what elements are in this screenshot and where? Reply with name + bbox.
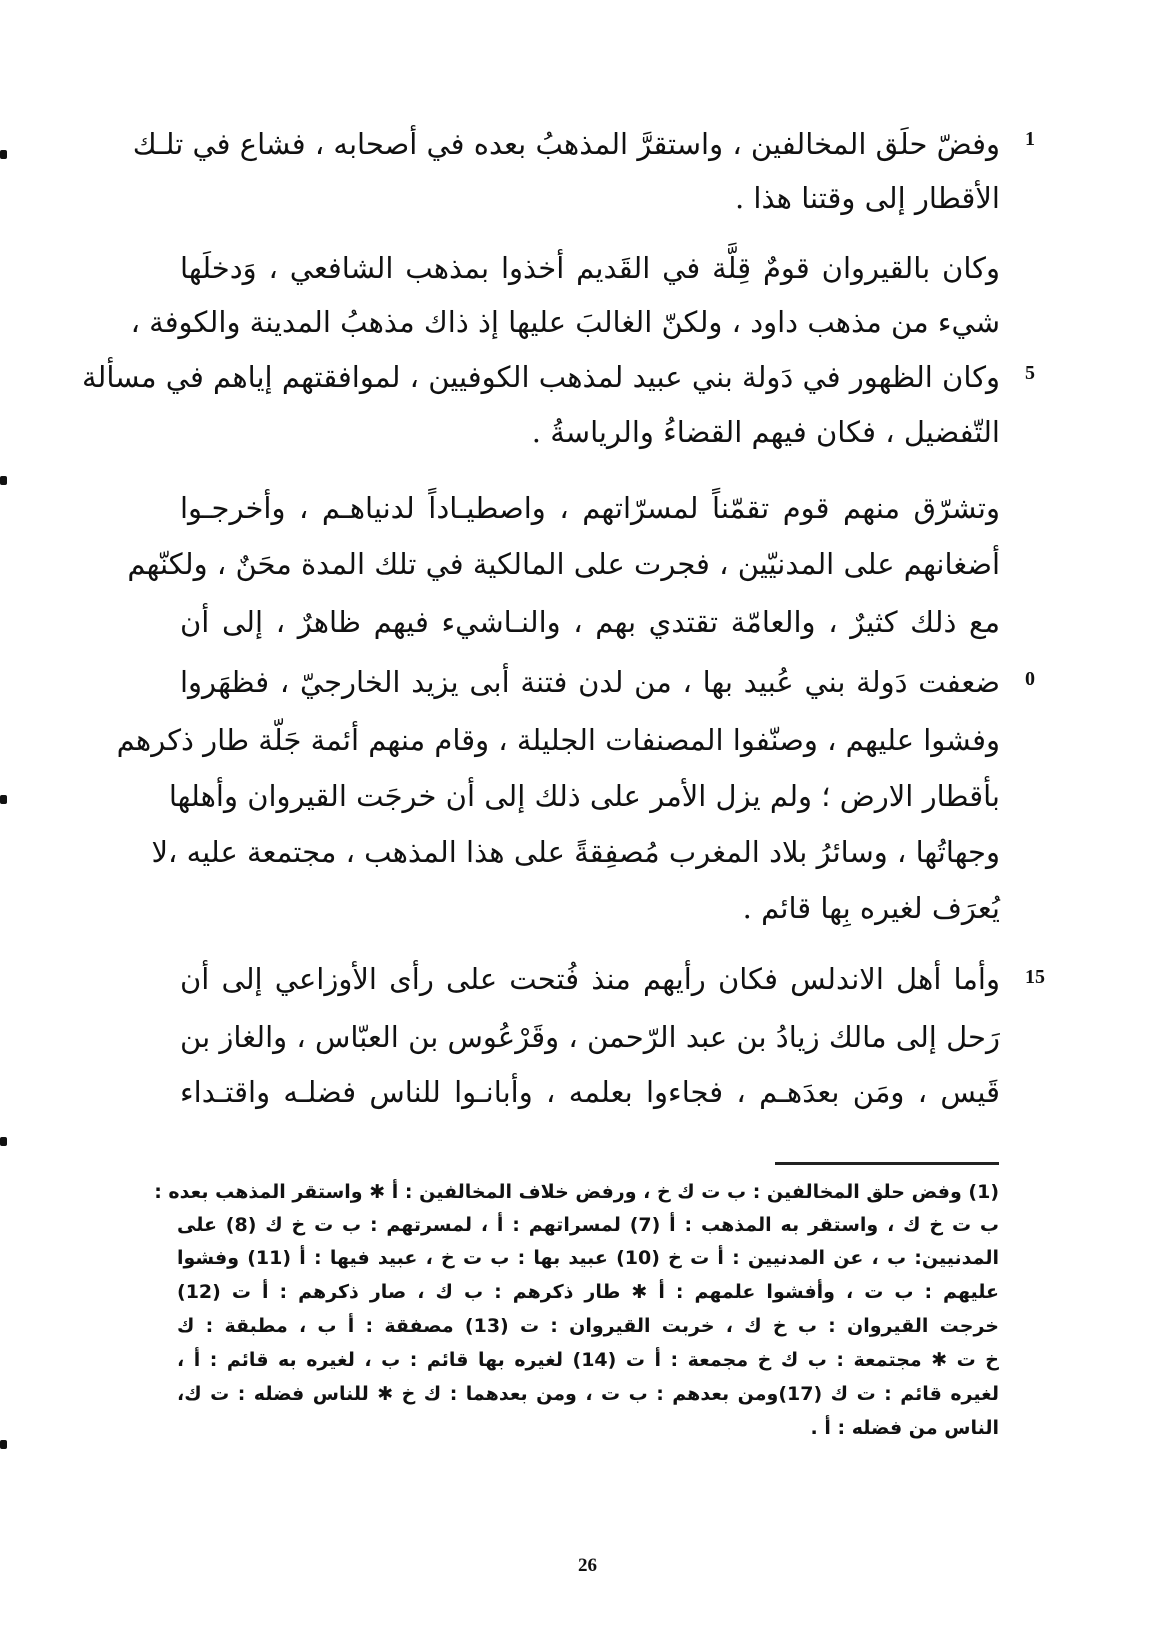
footnote-line: لغيره قائم : ت ك (17)ومن بعدهم : ب ت ، ومن بعدهما : ك خ ✱ للناس فضله : ت ك، [177,1383,999,1405]
footnote-line: خ ت ✱ مجتمعة : ب ك خ مجمعة : أ ت (14) لغيره بها قائم : ب ، لغيره به قائم : أ ، [177,1349,999,1371]
margin-mark [0,795,7,804]
body-line: يُعرَف لغيره بِها قائم . [742,891,1000,925]
body-line: وفضّ حلَق المخالفين ، واستقرَّ المذهبُ بعده في أصحابه ، فشاع في تلـك [132,127,1000,161]
body-line: وكان بالقيروان قومٌ قِلَّة في القَديم أخذوا بمذهب الشافعي ، وَدخلَها [180,251,1000,285]
line-number: 5 [1025,362,1035,384]
footnote-line: الناس من فضله : أ . [810,1417,999,1439]
footnote-line: خرجت القيروان : ب خ ك ، خربت القيروان : ت (13) مصفقة : أ ب ، مطبقة : ك [177,1315,999,1337]
page-number: 26 [578,1555,597,1576]
body-line: قَيس ، ومَن بعدَهـم ، فجاءوا بعلمه ، وأبانـوا للناس فضلـه واقتـداء [180,1075,1000,1109]
body-line: مع ذلك كثيرٌ ، والعامّة تقتدي بهم ، والنـاشيء فيهم ظاهرٌ ، إلى أن [180,605,1000,639]
footnote-line: (1) وفض حلق المخالفين : ب ت ك خ ، ورفض خلاف المخالفين : أ ✱ واستقر المذهب بعده : [154,1181,999,1203]
body-line: وجهاتُها ، وسائرُ بلاد المغرب مُصفِقةً على هذا المذهب ، مجتمعة عليه ،لا [151,835,1000,869]
body-line: رَحل إلى مالك زيادُ بن عبد الرّحمن ، وقَرْعُوس بن العبّاس ، والغاز بن [180,1020,1000,1054]
body-line: بأقطار الارض ؛ ولم يزل الأمر على ذلك إلى أن خرجَت القيروان وأهلها [168,779,1000,813]
footnote-line: المدنيين: ب ، عن المدنيين : أ ت خ (10) عبيد بها : ب ت خ ، عبيد فيها : أ (11) وفشوا [177,1247,999,1269]
body-line: التّفضيل ، فكان فيهم القضاءُ والرياسةُ . [531,415,1000,449]
footnote-line: عليهم : ب ت ، وأفشوا علمهم : أ ✱ طار ذكرهم : ب ك ، صار ذكرهم : أ ت (12) [177,1281,999,1303]
body-line: شيء من مذهب داود ، ولكنّ الغالبَ عليها إذ ذاك مذهبُ المدينة والكوفة ، [130,305,1000,339]
body-line: أضغانهم على المدنيّين ، فجرت على المالكية في تلك المدة محَنٌ ، ولكنّهم [127,547,1000,581]
body-line: وأما أهل الاندلس فكان رأيهم منذ فُتحت على رأى الأوزاعي إلى أن [180,962,1000,996]
body-line: الأقطار إلى وقتنا هذا . [734,181,1000,215]
body-line: ضعفت دَولة بني عُبيد بها ، من لدن فتنة أبى يزيد الخارجيّ ، فظهَروا [180,665,1000,699]
footnote-line: ب ت خ ك ، واستقر به المذهب : أ (7) لمسراتهم : أ ، لمسرتهم : ب ت خ ك (8) على [177,1214,999,1236]
footnote-separator [775,1162,999,1165]
margin-mark [0,1137,7,1146]
line-number: 15 [1025,966,1045,988]
margin-mark [0,476,7,485]
body-text [81,0,1000,1110]
margin-mark [0,150,7,159]
body-line: وتشرّق منهم قوم تقمّناً لمسرّاتهم ، واصطيـاداً لدنياهـم ، وأخرجـوا [180,491,1000,525]
line-number: 0 [1025,668,1035,690]
margin-mark [0,1440,7,1449]
body-line: وفشوا عليهم ، وصنّفوا المصنفات الجليلة ، وقام منهم أئمة جَلّة طار ذكرهم [116,723,1000,757]
body-line: وكان الظهور في دَولة بني عبيد لمذهب الكوفيين ، لموافقتهم إياهم في مسألة [81,360,1000,394]
line-number: 1 [1025,128,1035,150]
